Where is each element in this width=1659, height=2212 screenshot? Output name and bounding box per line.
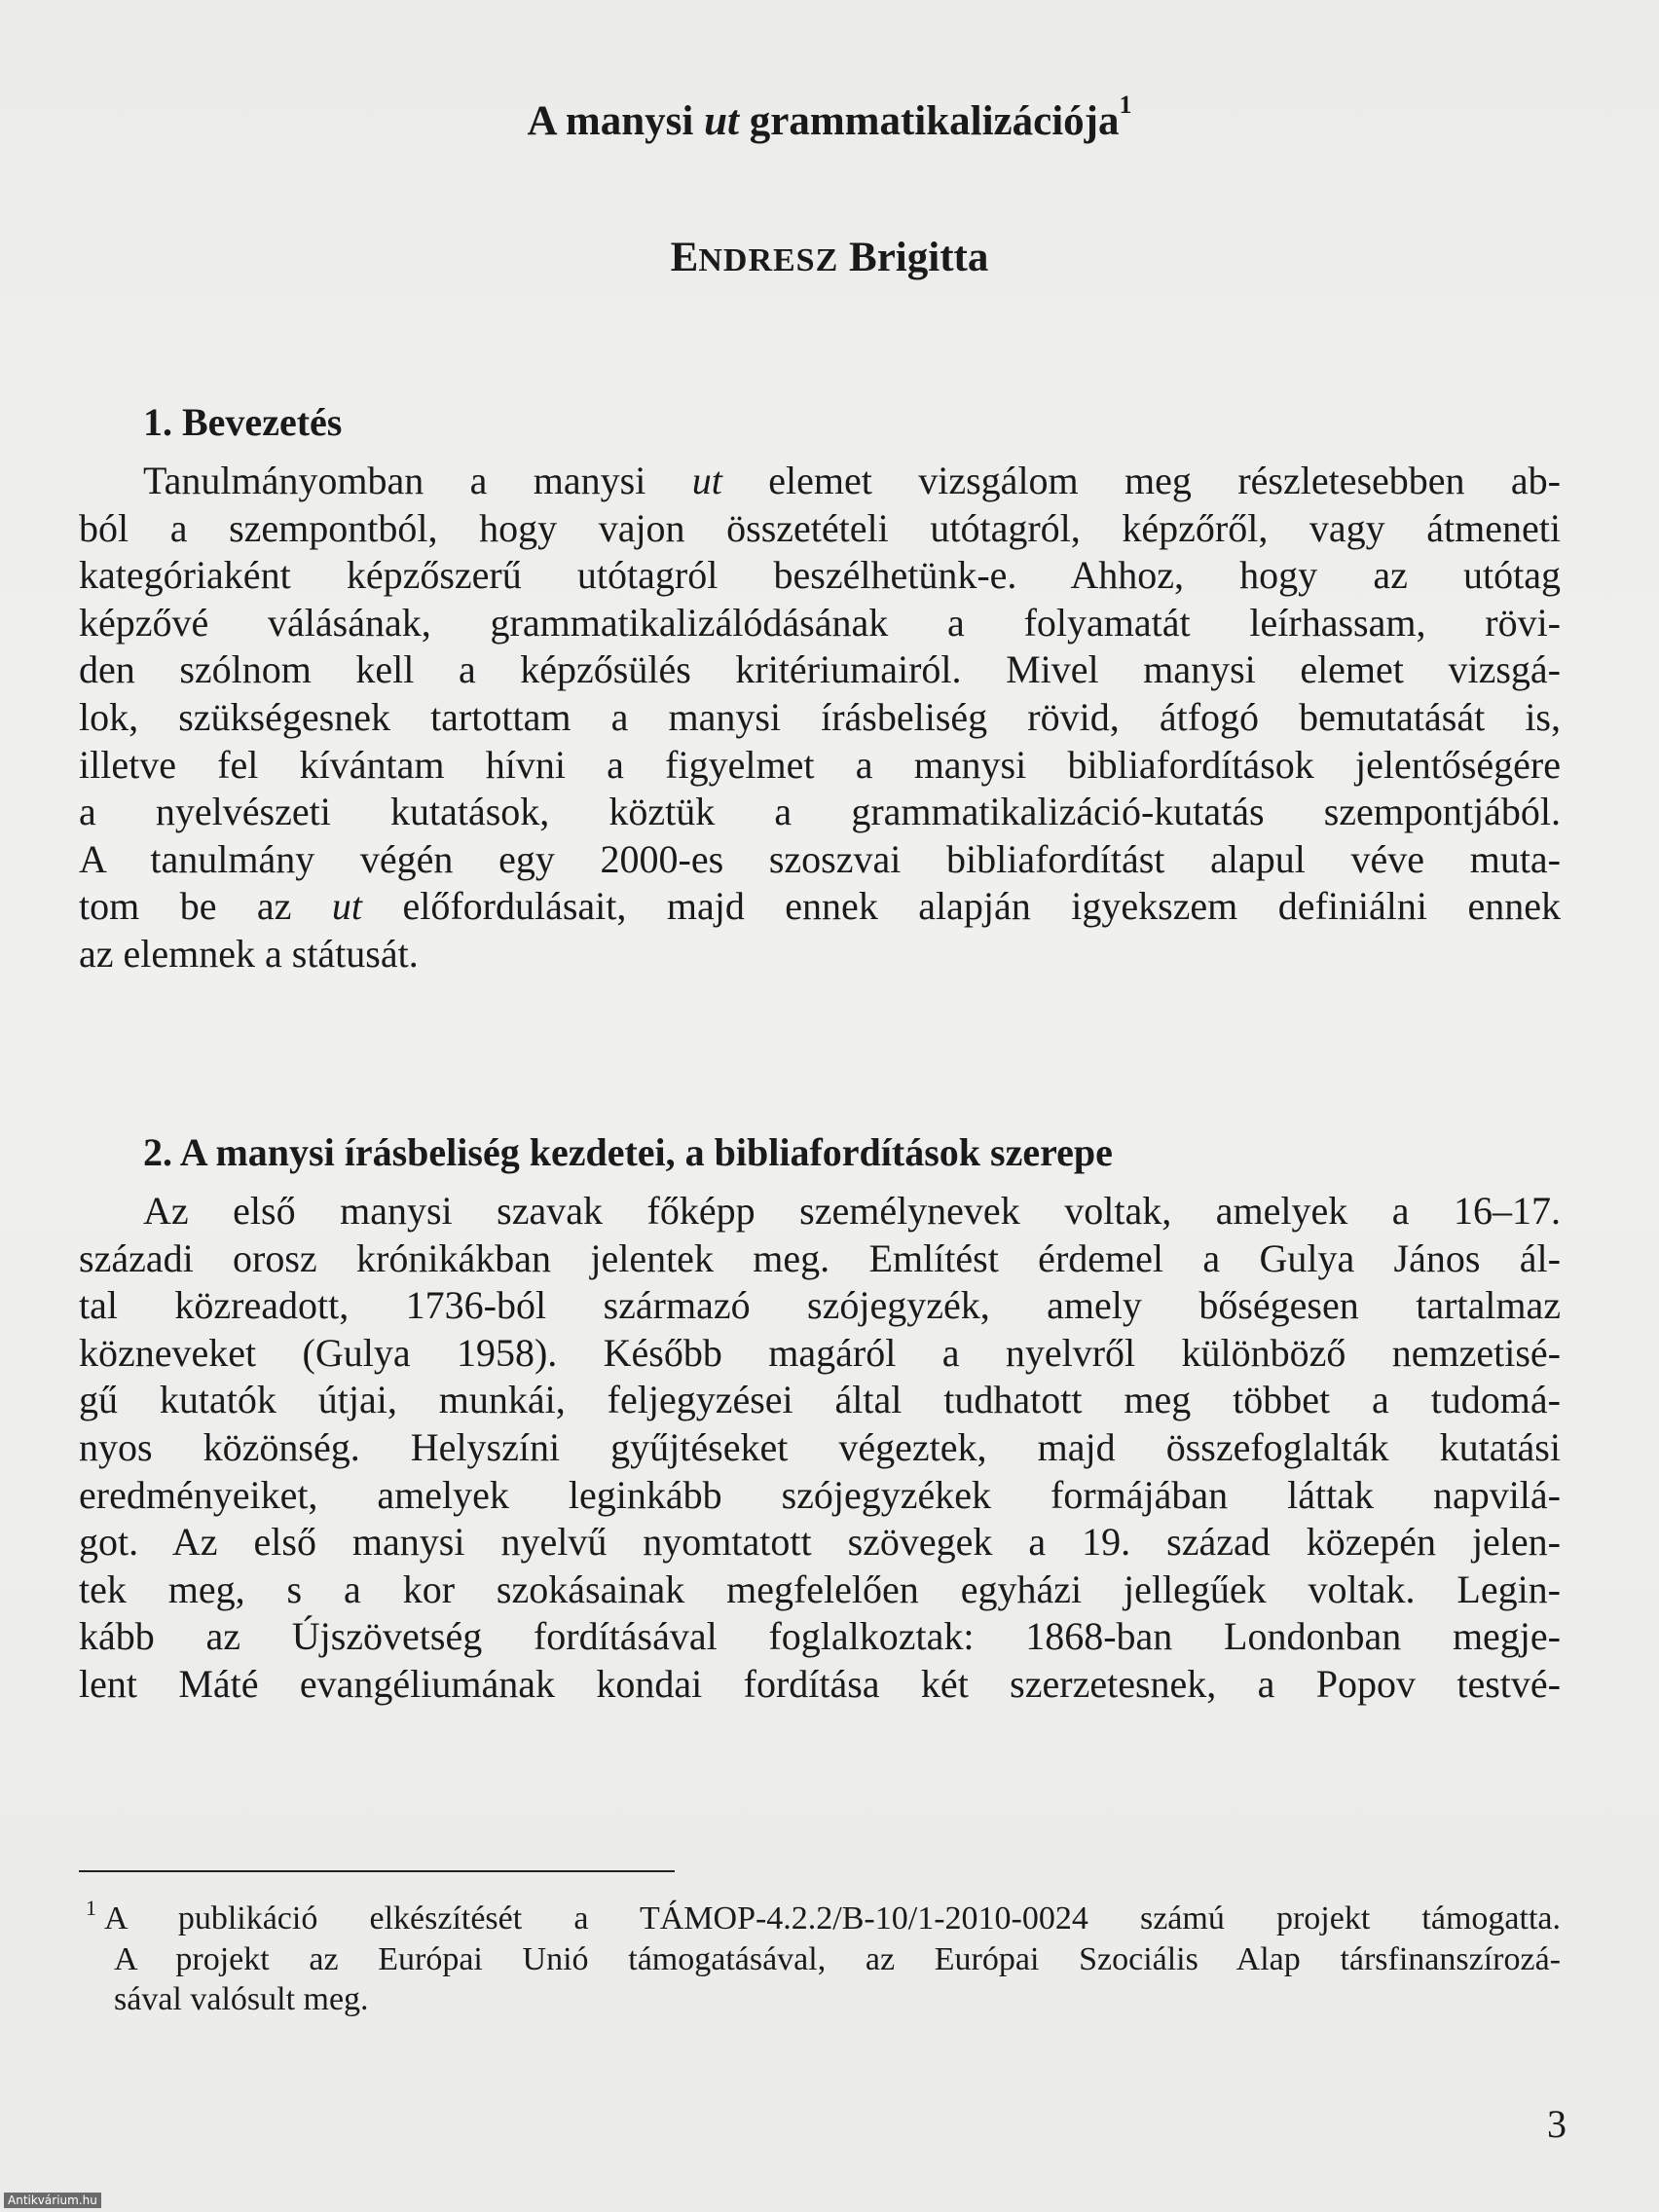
paragraph-line: közneveket (Gulya 1958). Később magáról a nyelvről különböző nemzetisé- xyxy=(79,1330,1561,1375)
paragraph-line: a nyelvészeti kutatások, köztük a grammatikalizáció-kutatás szempontjából. xyxy=(79,790,1561,834)
footnote xyxy=(86,1899,1561,2020)
footnote-mark: 1 xyxy=(86,1899,96,1920)
source-watermark: Antikvárium.hu xyxy=(4,2193,101,2208)
footnote-line: sával valósult meg. xyxy=(114,1981,369,2017)
paragraph-line: tek meg, s a kor szokásainak megfelelően egyházi jellegűek voltak. Legin- xyxy=(79,1567,1561,1611)
paragraph-line: századi orosz krónikákban jelentek meg. Említést érdemel a Gulya János ál- xyxy=(79,1235,1561,1280)
paragraph-line: gű kutatók útjai, munkái, feljegyzései által tudhatott meg többet a tudomá- xyxy=(79,1378,1561,1422)
paragraph-line: lok, szükségesnek tartottam a manysi írásbeliség rövid, átfogó bemutatását is, xyxy=(79,694,1561,739)
paragraph-line: képzővé válásának, grammatikalizálódásának a folyamatát leírhassam, rövi- xyxy=(79,600,1561,645)
paragraph-line: nyos közönség. Helyszíni gyűjtéseket végeztek, majd összefoglalták kutatási xyxy=(79,1424,1561,1469)
footnote-line: A projekt az Európai Unió támogatásával, az Európai Szociális Alap társfinanszírozá- xyxy=(114,1940,1561,1977)
author-given-name: Brigitta xyxy=(838,235,989,280)
paragraph-line: lent Máté evangéliumának kondai fordítása két szerzetesnek, a Popov testvé- xyxy=(79,1661,1561,1706)
paragraph-line: A tanulmány végén egy 2000-es szoszvai bibliafordítást alapul véve muta- xyxy=(79,836,1561,881)
paragraph-line: got. Az első manysi nyelvű nyomtatott szövegek a 19. század közepén jelen- xyxy=(79,1520,1561,1565)
footnote-divider xyxy=(79,1870,675,1872)
title-text-before: A manysi xyxy=(527,98,705,144)
paragraph-line: kategóriaként képzőszerű utótagról beszélhetünk-e. Ahhoz, hogy az utótag xyxy=(79,553,1561,598)
paragraph-line: az elemnek a státusát. xyxy=(79,931,419,976)
author-name xyxy=(0,234,1659,281)
section-2-paragraph xyxy=(79,1188,1561,1709)
paragraph-line: tom be az ut előfordulásait, majd ennek alapján igyekszem definiálni ennek xyxy=(79,884,1561,929)
footnote-line: $^1$ A publikáció elkészítését a TÁMOP-4.2.2/B-10/1-2010-0024 számú projekt támogatta. xyxy=(86,1899,1561,1939)
paragraph-line: Tanulmányomban a manysi ut elemet vizsgálom meg részletesebben ab- xyxy=(143,459,1561,502)
author-surname-rest: NDRESZ xyxy=(698,242,839,278)
author-surname-initial: E xyxy=(670,235,699,280)
paragraph-line: illetve fel kívántam hívni a figyelmet a manysi bibliafordítások jelentőségére xyxy=(79,742,1561,787)
paragraph-line: Az első manysi szavak főképp személynevek voltak, amelyek a 16–17. xyxy=(143,1189,1561,1233)
title-text-after: grammatikalizációja xyxy=(738,98,1120,144)
paragraph-line: eredményeiket, amelyek leginkább szójegyzékek formájában láttak napvilá- xyxy=(79,1472,1561,1517)
section-2-heading: 2. A manysi írásbeliség kezdetei, a bibliafordítások szerepe xyxy=(143,1130,1113,1174)
page-number: 3 xyxy=(1547,2102,1567,2146)
section-1-paragraph xyxy=(79,458,1561,978)
paragraph-line: kább az Újszövetség fordításával foglalkoztak: 1868-ban Londonban megje- xyxy=(79,1614,1561,1659)
section-1-heading: 1. Bevezetés xyxy=(143,400,343,444)
title-italic-term: ut xyxy=(704,98,739,144)
article-title xyxy=(0,91,1659,145)
paragraph-line: tal közreadott, 1736-ból származó szójegyzék, amely bőségesen tartalmaz xyxy=(79,1283,1561,1328)
paragraph-line: ból a szempontból, hogy vajon összetételi utótagról, képzőről, vagy átmeneti xyxy=(79,505,1561,550)
paragraph-line: den szólnom kell a képzősülés kritériumairól. Mivel manysi elemet vizsgá- xyxy=(79,647,1561,692)
title-footnote-mark: 1 xyxy=(1119,91,1132,119)
